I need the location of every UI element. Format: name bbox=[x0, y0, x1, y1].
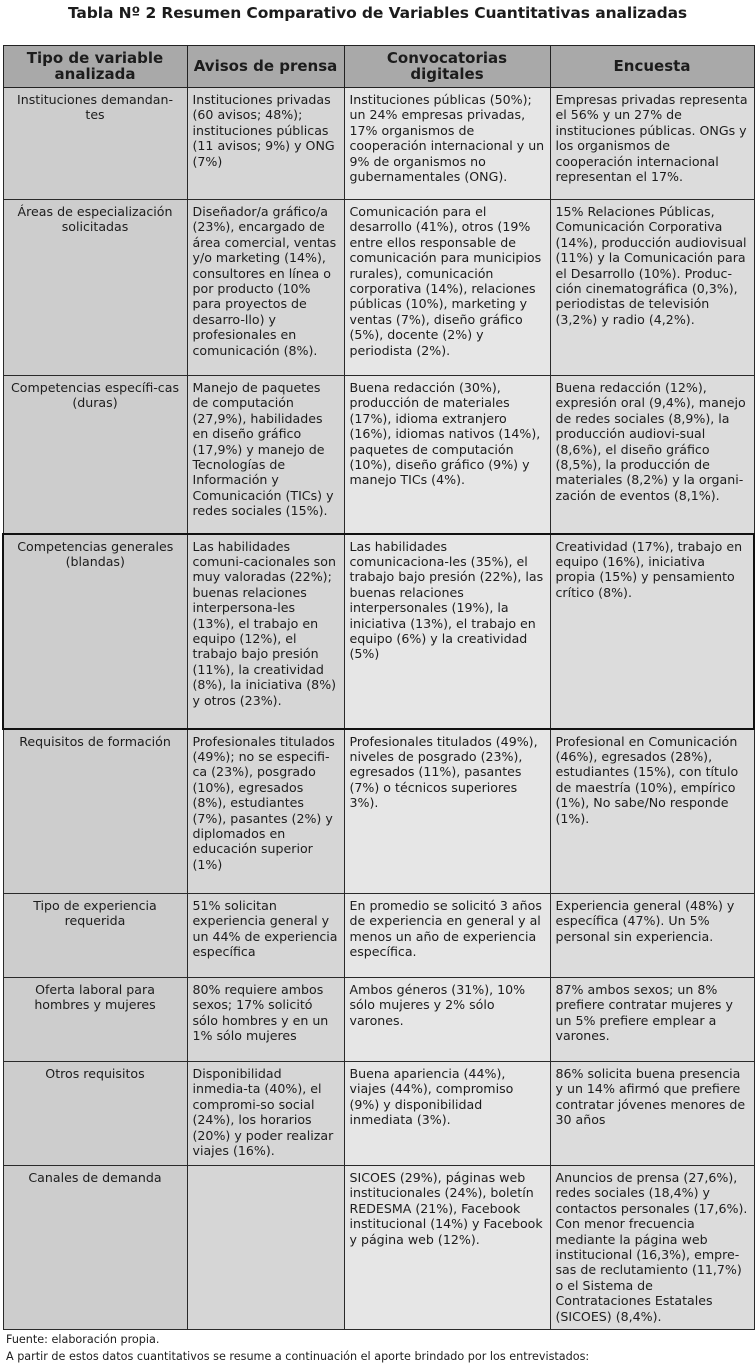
cell-encuesta: Experiencia general (48%) y específica (47%). Un 5% personal sin experiencia. bbox=[550, 894, 754, 978]
cell-encuesta: Profesional en Comunicación (46%), egresados (28%), estudiantes (15%), con título de maestría (10%), empírico (1%), No sabe/No responde (1%). bbox=[550, 729, 754, 894]
cell-convocatorias-digitales: Las habilidades comunicaciona-les (35%), el trabajo bajo presión (22%), las buenas relaciones interpersonales (19%), la iniciativa (13%), el trabajo en equipo (6%) y la creatividad (5%) bbox=[344, 534, 550, 729]
row-label: Otros requisitos bbox=[3, 1062, 187, 1166]
table-row bbox=[3, 978, 754, 1062]
header-avisos-prensa: Avisos de prensa bbox=[187, 46, 344, 88]
table-title: Tabla Nº 2 Resumen Comparativo de Variables Cuantitativas analizadas bbox=[67, 4, 688, 22]
cell-encuesta: 15% Relaciones Públicas, Comunicación Corporativa (14%), producción audiovisual (11%) y la Comunicación para el Desarrollo (10%). Produc-ción cinematográfica (0,3%), periodistas de televisión (3,2%) y radio (4,2%). bbox=[550, 200, 754, 376]
cell-convocatorias-digitales: SICOES (29%), páginas web institucionales (24%), boletín REDESMA (21%), Facebook institucional (14%) y Facebook y página web (12%). bbox=[344, 1166, 550, 1330]
table-row bbox=[3, 1166, 754, 1330]
cell-avisos-prensa: Profesionales titulados (49%); no se especifi-ca (23%), posgrado (10%), egresados (8%), estudiantes (7%), pasantes (2%) y diplomados en educación superior (1%) bbox=[187, 729, 344, 894]
row-label: Canales de demanda bbox=[3, 1166, 187, 1330]
cell-convocatorias-digitales: Profesionales titulados (49%), niveles de posgrado (23%), egresados (11%), pasantes (7%) o técnicos superiores 3%). bbox=[344, 729, 550, 894]
row-label: Competencias específi-cas (duras) bbox=[3, 376, 187, 534]
cell-convocatorias-digitales: Comunicación para el desarrollo (41%), otros (19% entre ellos responsable de comunicación para municipios rurales), comunicación corporativa (14%), relaciones públicas (10%), marketing y ventas (7%), diseño gráfico (5%), docente (2%) y periodista (2%). bbox=[344, 200, 550, 376]
table-row bbox=[3, 376, 754, 534]
footer-paragraph: A partir de estos datos cuantitativos se resume a continuación el aporte brindado por los entrevistados: bbox=[6, 1350, 590, 1363]
header-convocatorias-digitales: Convocatorias digitales bbox=[344, 46, 550, 88]
row-label: Áreas de especialización solicitadas bbox=[3, 200, 187, 376]
cell-avisos-prensa: Manejo de paquetes de computación (27,9%), habilidades en diseño gráfico (17,9%) y manejo de Tecnologías de Información y Comunicación (TICs) y redes sociales (15%). bbox=[187, 376, 344, 534]
cell-encuesta: Creatividad (17%), trabajo en equipo (16%), iniciativa propia (15%) y pensamiento crítico (8%). bbox=[550, 534, 754, 729]
cell-avisos-prensa: 80% requiere ambos sexos; 17% solicitó sólo hombres y en un 1% sólo mujeres bbox=[187, 978, 344, 1062]
row-label: Instituciones demandan-tes bbox=[3, 88, 187, 200]
cell-avisos-prensa: 51% solicitan experiencia general y un 44% de experiencia específica bbox=[187, 894, 344, 978]
row-label: Oferta laboral para hombres y mujeres bbox=[3, 978, 187, 1062]
header-tipo-variable: Tipo de variable analizada bbox=[3, 46, 187, 88]
cell-encuesta: Anuncios de prensa (27,6%), redes sociales (18,4%) y contactos personales (17,6%). Con menor frecuencia mediante la página web institucional (16,3%), empre-sas de reclutamiento (11,7%) o el Sistema de Contrataciones Estatales (SICOES) (8,4%). bbox=[550, 1166, 754, 1330]
cell-encuesta: Buena redacción (12%), expresión oral (9,4%), manejo de redes sociales (8,9%), la producción audiovi-sual (8,6%), el diseño gráfico (8,5%), la producción de materiales (8,2%) y la organi-zación de eventos (8,1%). bbox=[550, 376, 754, 534]
cell-encuesta: 87% ambos sexos; un 8% prefiere contratar mujeres y un 5% prefiere emplear a varones. bbox=[550, 978, 754, 1062]
header-encuesta: Encuesta bbox=[550, 46, 754, 88]
table-row bbox=[3, 88, 754, 200]
cell-convocatorias-digitales: Buena apariencia (44%), viajes (44%), compromiso (9%) y disponibilidad inmediata (3%). bbox=[344, 1062, 550, 1166]
comparison-table bbox=[2, 45, 755, 1330]
header-row bbox=[3, 46, 754, 88]
row-label: Requisitos de formación bbox=[3, 729, 187, 894]
cell-convocatorias-digitales: En promedio se solicitó 3 años de experiencia en general y al menos un año de experiencia específica. bbox=[344, 894, 550, 978]
row-label: Competencias generales (blandas) bbox=[3, 534, 187, 729]
cell-avisos-prensa: Las habilidades comuni-cacionales son muy valoradas (22%); buenas relaciones interpersona-les (13%), el trabajo en equipo (12%), el trabajo bajo presión (11%), la creatividad (8%), la iniciativa (8%) y otros (23%). bbox=[187, 534, 344, 729]
table-row bbox=[3, 894, 754, 978]
cell-encuesta: 86% solicita buena presencia y un 14% afirmó que prefiere contratar jóvenes menores de 30 años bbox=[550, 1062, 754, 1166]
cell-convocatorias-digitales: Instituciones públicas (50%); un 24% empresas privadas, 17% organismos de cooperación internacional y un 9% de organismos no gubernamentales (ONG). bbox=[344, 88, 550, 200]
cell-convocatorias-digitales: Ambos géneros (31%), 10% sólo mujeres y 2% sólo varones. bbox=[344, 978, 550, 1062]
source-note: Fuente: elaboración propia. bbox=[6, 1333, 160, 1346]
table-row bbox=[3, 1062, 754, 1166]
table-row bbox=[3, 200, 754, 376]
table-row bbox=[3, 534, 754, 729]
cell-avisos-prensa: Instituciones privadas (60 avisos; 48%); instituciones públicas (11 avisos; 9%) y ONG (7%) bbox=[187, 88, 344, 200]
cell-convocatorias-digitales: Buena redacción (30%), producción de materiales (17%), idioma extranjero (16%), idiomas nativos (14%), paquetes de computación (10%), diseño gráfico (9%) y manejo TICs (4%). bbox=[344, 376, 550, 534]
cell-avisos-prensa: Diseñador/a gráfico/a (23%), encargado de área comercial, ventas y/o marketing (14%), consultores en línea o por producto (10% para proyectos de desarro-llo) y profesionales en comunicación (8%). bbox=[187, 200, 344, 376]
row-label: Tipo de experiencia requerida bbox=[3, 894, 187, 978]
cell-avisos-prensa bbox=[187, 1166, 344, 1330]
table-row bbox=[3, 729, 754, 894]
cell-encuesta: Empresas privadas representa el 56% y un 27% de instituciones públicas. ONGs y los organismos de cooperación internacional representan el 17%. bbox=[550, 88, 754, 200]
cell-avisos-prensa: Disponibilidad inmedia-ta (40%), el compromi-so social (24%), los horarios (20%) y poder realizar viajes (16%). bbox=[187, 1062, 344, 1166]
